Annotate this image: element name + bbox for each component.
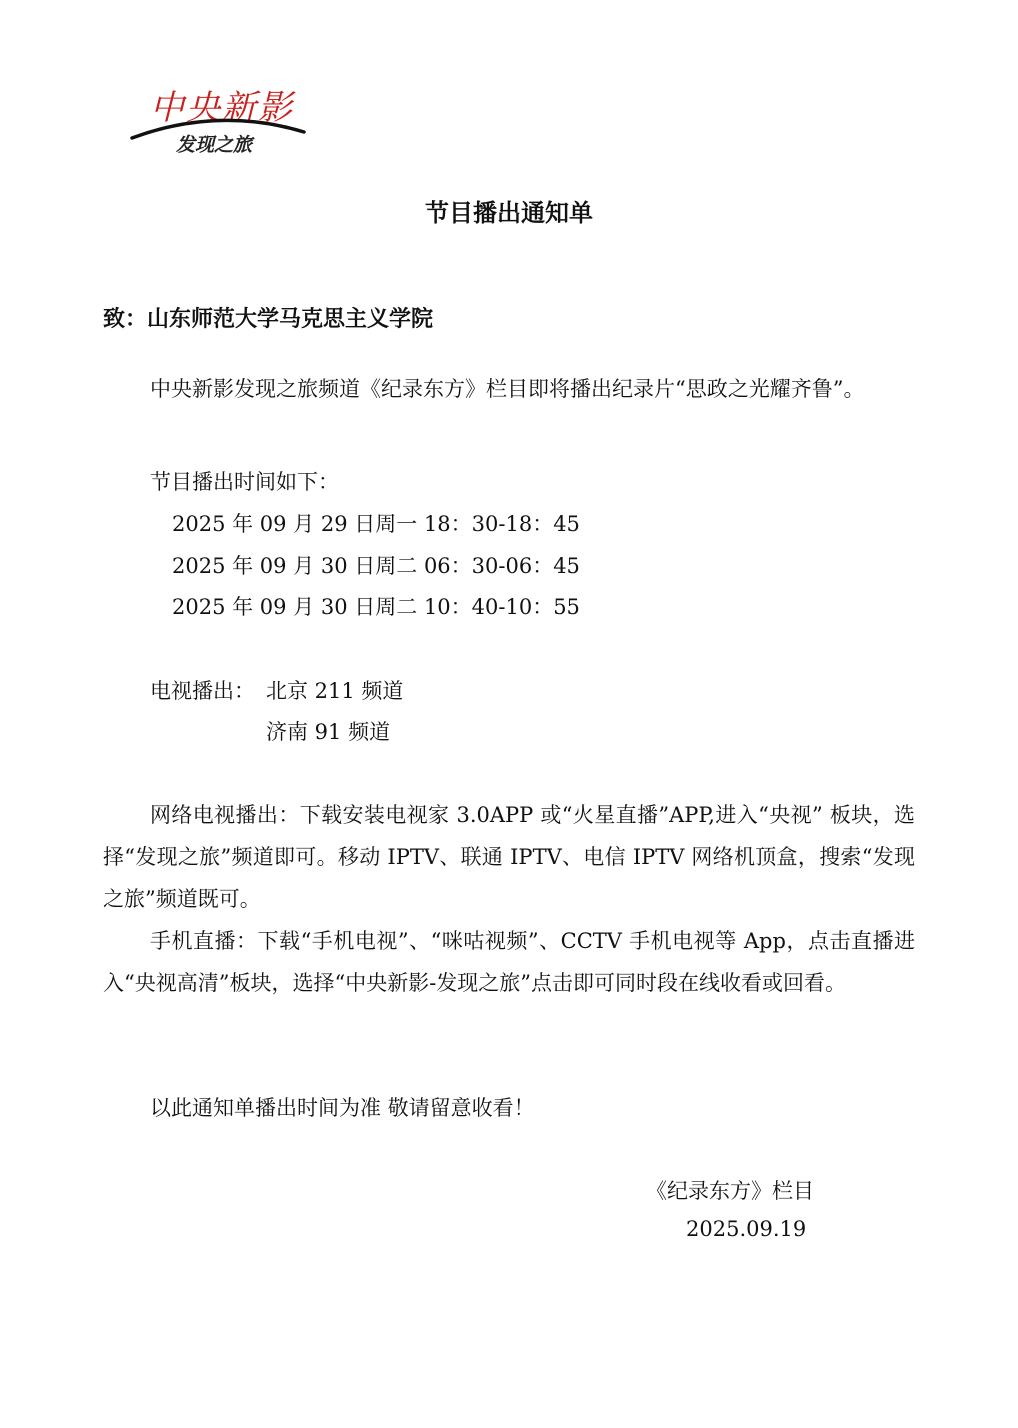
logo-calligraphy-text: 中央新影 <box>150 88 294 128</box>
recipient: 致：山东师范大学马克思主义学院 <box>103 307 434 332</box>
schedule-time: 2025 年 09 月 29 日周一 18：30-18：45 <box>172 512 580 536</box>
tv-channel: 北京 211 频道 <box>266 679 404 703</box>
schedule-heading: 节目播出时间如下： <box>150 470 339 494</box>
schedule-time: 2025 年 09 月 30 日周二 10：40-10：55 <box>172 595 580 619</box>
logo <box>128 78 308 158</box>
signature-date: 2025.09.19 <box>686 1217 807 1241</box>
closing-text: 以此通知单播出时间为准 敬请留意收看！ <box>150 1096 535 1120</box>
logo-subtitle: 发现之旅 <box>176 134 253 156</box>
schedule-time: 2025 年 09 月 30 日周二 06：30-06：45 <box>172 554 580 578</box>
mobile-paragraph: 手机直播：下载“手机电视”、“咪咕视频”、CCTV 手机电视等 App，点击直播进入“央视高清”板块，选择“中央新影-发现之旅”点击即可同时段在线收看或回看。 <box>103 929 915 995</box>
network-paragraph: 网络电视播出：下载安装电视家 3.0APP 或“火星直播”APP,进入“央视” 板块，选择“发现之旅”频道即可。移动 IPTV、联通 IPTV、电信 IPTV 网络机顶盒，搜索“发现之旅”频道既可。 <box>103 803 915 911</box>
signature-org: 《纪录东方》栏目 <box>646 1179 814 1203</box>
tv-channel: 济南 91 频道 <box>266 720 391 744</box>
intro-text: 中央新影发现之旅频道《纪录东方》栏目即将播出纪录片“思政之光耀齐鲁”。 <box>150 377 865 401</box>
tv-label: 电视播出： <box>150 679 255 703</box>
page-title: 节目播出通知单 <box>425 199 593 227</box>
